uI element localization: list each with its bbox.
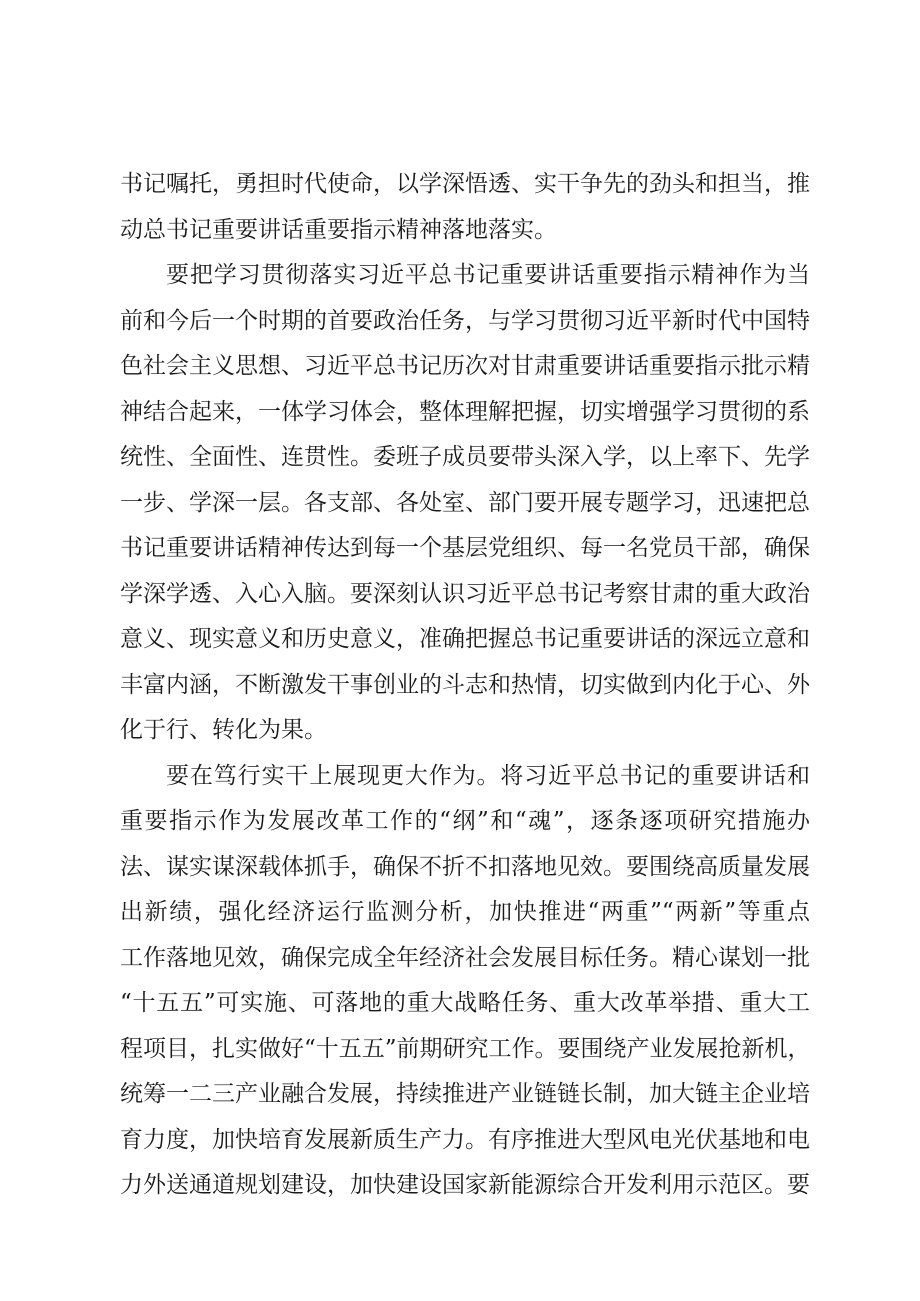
text-line: 书记嘱托，勇担时代使命，以学深悟透、实干争先的劲头和担当，推 [120,171,810,197]
text-line: 重要指示作为发展改革工作的“纲”和“魂”，逐条逐项研究措施办 [120,808,810,834]
text-line: 动总书记重要讲话重要指示精神落地落实。 [120,216,557,243]
text-line: 前和今后一个时期的首要政治任务，与学习贯彻习近平新时代中国特 [120,307,810,334]
text-line: 统筹一二三产业融合发展，持续推进产业链链长制，加大链主企业培 [120,1081,810,1107]
text-line: 丰富内涵，不断激发干事创业的斗志和热情，切实做到内化于心、外 [120,671,810,698]
text-line: 工作落地见效，确保完成全年经济社会发展目标任务。精心谋划一批 [120,944,810,971]
text-line: 统性、全面性、连贯性。委班子成员要带头深入学，以上率下、先学 [120,444,810,470]
text-line: 要在笃行实干上展现更大作为。将习近平总书记的重要讲话和 [166,762,810,789]
text-line: 书记重要讲话精神传达到每一个基层党组织、每一名党员干部，确保 [120,535,810,561]
paragraph-2 [120,253,810,754]
text-line: “十五五”可实施、可落地的重大战略任务、重大改革举措、重大工 [120,990,810,1016]
paragraph-3 [120,754,810,1209]
text-line: 要把学习贯彻落实习近平总书记重要讲话重要指示精神作为当 [166,262,810,288]
text-line: 一步、学深一层。各支部、各处室、部门要开展专题学习，迅速把总 [120,489,810,516]
document-body [120,162,810,1209]
text-line: 意义、现实意义和历史意义，准确把握总书记重要讲话的深远立意和 [120,626,810,652]
text-line: 力外送通道规划建设，加快建设国家新能源综合开发利用示范区。要 [120,1172,810,1198]
text-line: 色社会主义思想、习近平总书记历次对甘肃重要讲话重要指示批示精 [120,353,810,379]
text-line: 程项目，扎实做好“十五五”前期研究工作。要围绕产业发展抢新机， [120,1035,811,1062]
text-line: 神结合起来，一体学习体会，整体理解把握，切实增强学习贯彻的系 [120,398,810,425]
text-line: 学深学透、入心入脑。要深刻认识习近平总书记考察甘肃的重大政治 [120,580,810,607]
text-line: 出新绩，强化经济运行监测分析，加快推进“两重”“两新”等重点 [120,899,810,925]
text-line: 法、谋实谋深载体抓手，确保不折不扣落地见效。要围绕高质量发展 [120,853,810,880]
paragraph-1 [120,162,810,253]
text-line: 化于行、转化为果。 [120,717,327,743]
text-line: 育力度，加快培育发展新质生产力。有序推进大型风电光伏基地和电 [120,1126,810,1153]
